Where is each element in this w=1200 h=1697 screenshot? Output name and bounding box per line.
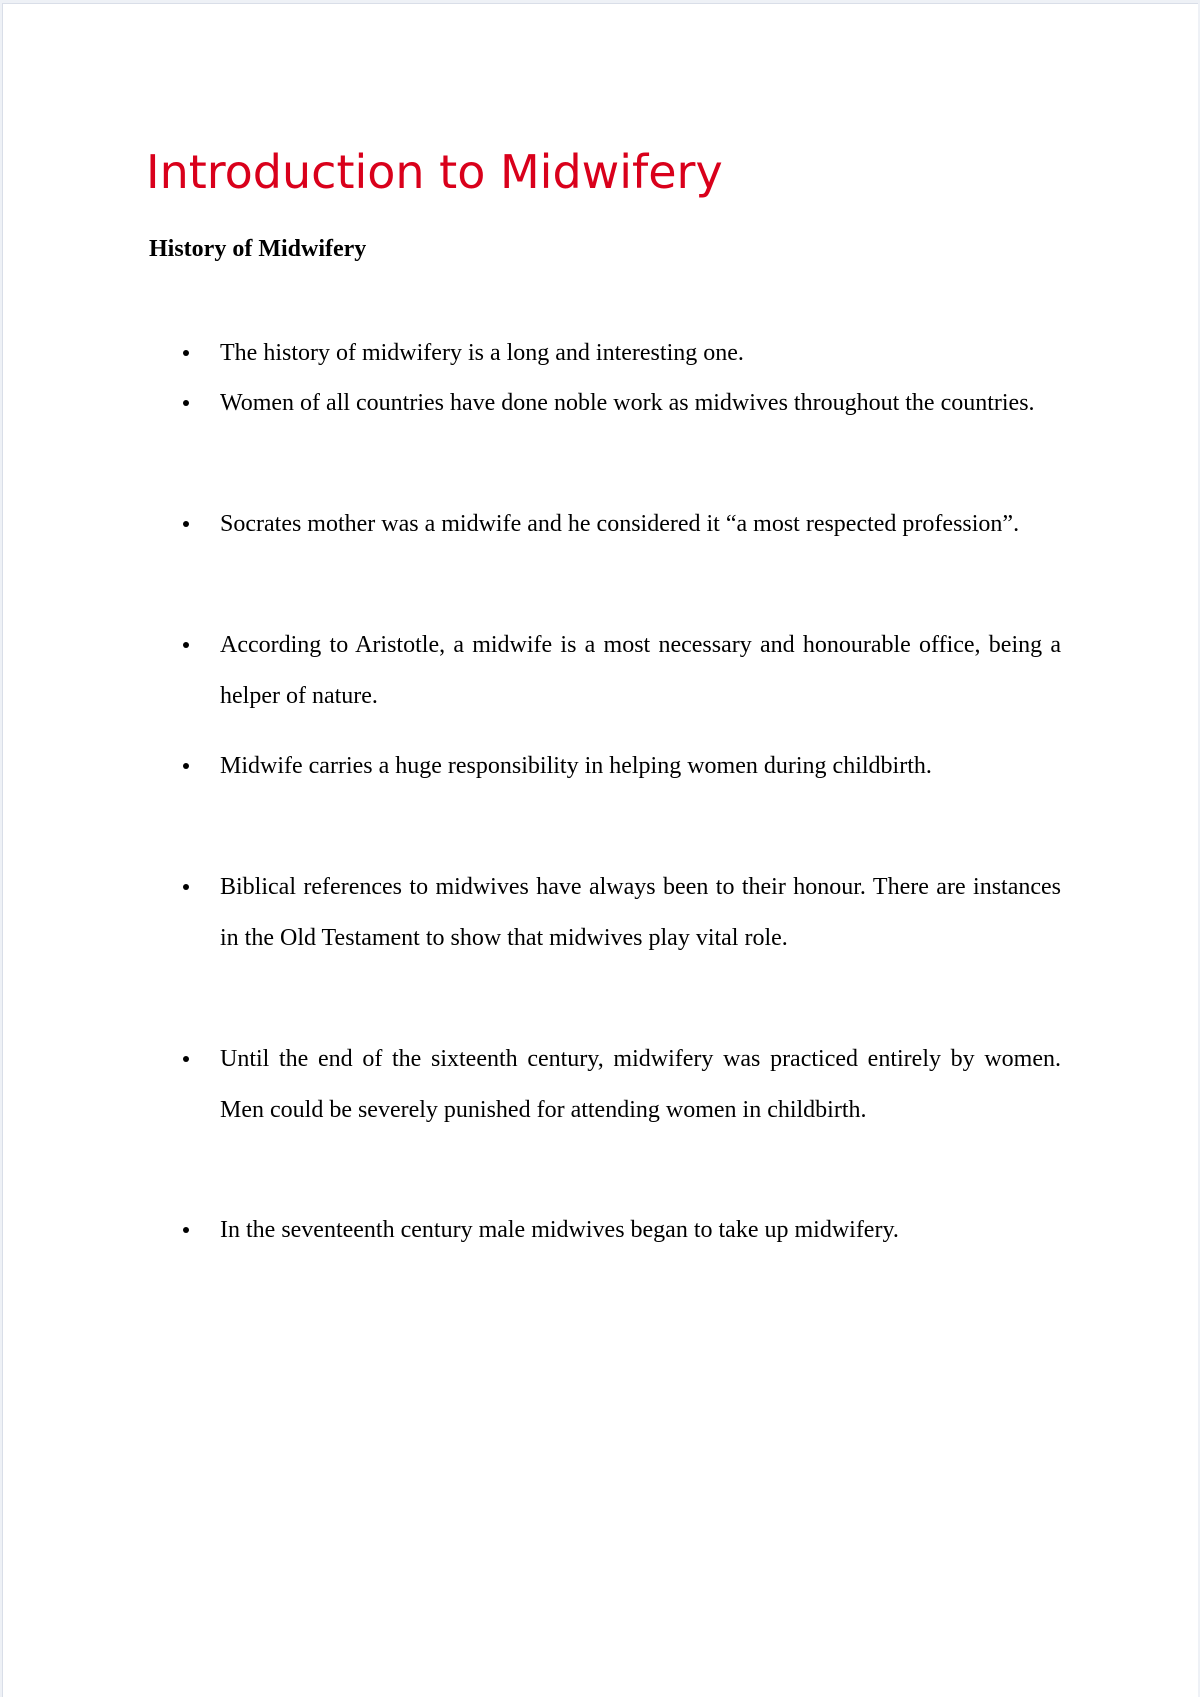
bullet-icon <box>183 1227 189 1233</box>
bullet-icon <box>183 1056 189 1062</box>
document-page <box>2 3 1198 1697</box>
bullet-icon <box>183 521 189 527</box>
bullet-text: Socrates mother was a midwife and he considered it “a most respected profession”. <box>220 511 1020 537</box>
section-heading: History of Midwifery <box>149 236 367 262</box>
bullet-text: Biblical references to midwives have always been to their honour. There are instances in the Old Testament to show that midwives play vital role. <box>220 874 1061 951</box>
bullet-icon <box>183 884 189 890</box>
bullet-text: According to Aristotle, a midwife is a most necessary and honourable office, being a helper of nature. <box>220 632 1061 709</box>
bullet-text: In the seventeenth century male midwives began to take up midwifery. <box>220 1217 899 1243</box>
document-title: Introduction to Midwifery <box>146 145 723 199</box>
bullet-icon <box>183 350 189 356</box>
bullet-icon <box>183 642 189 648</box>
bullet-text: Women of all countries have done noble work as midwives throughout the countries. <box>220 390 1035 416</box>
bullet-text: Until the end of the sixteenth century, midwifery was practiced entirely by women. Men could be severely punished for attending women in childbirth. <box>220 1046 1061 1123</box>
bullet-text: Midwife carries a huge responsibility in helping women during childbirth. <box>220 753 932 779</box>
bullet-icon <box>183 400 189 406</box>
bullet-text: The history of midwifery is a long and interesting one. <box>220 340 744 366</box>
bullet-icon <box>183 763 189 769</box>
